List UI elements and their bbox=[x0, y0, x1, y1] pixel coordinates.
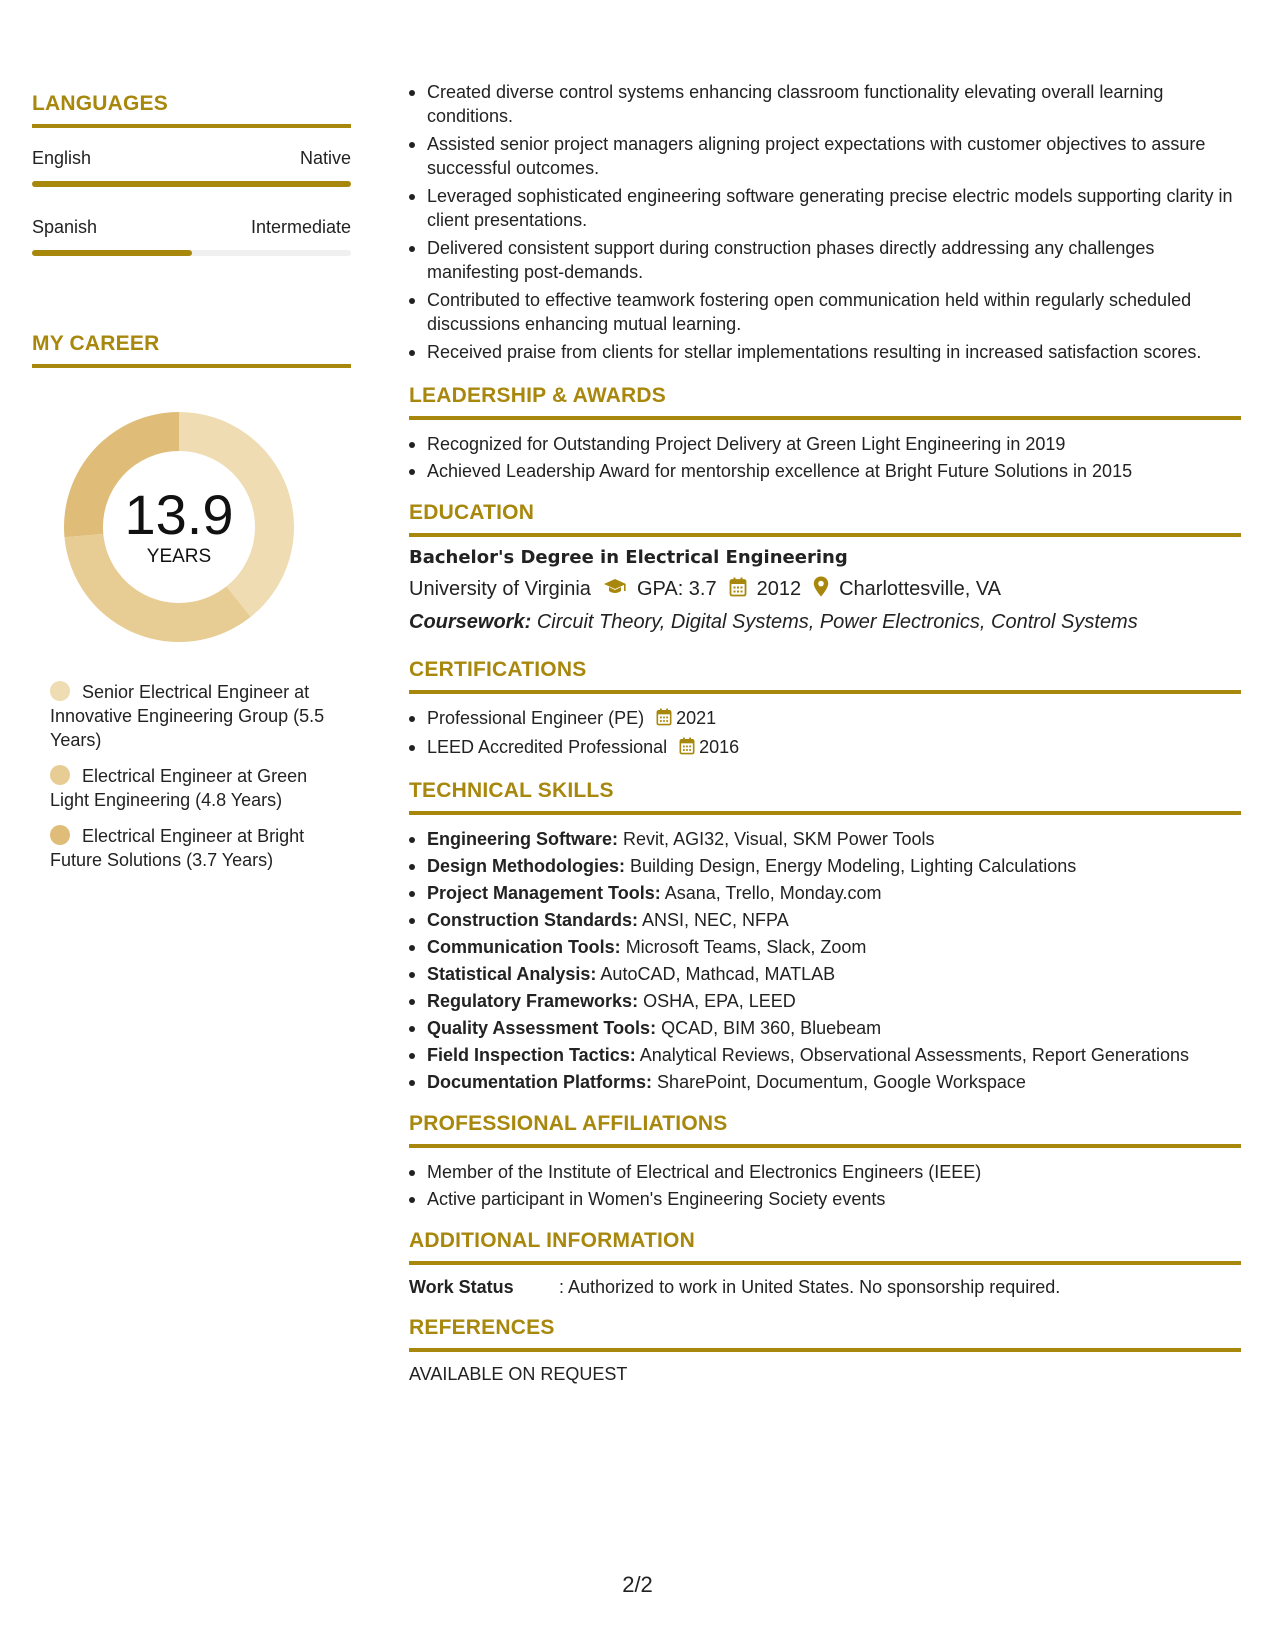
education-gpa: GPA: 3.7 bbox=[636, 578, 717, 600]
career-donut-chart bbox=[64, 412, 294, 642]
section-divider bbox=[409, 690, 1241, 694]
skill-label: Project Management Tools: bbox=[427, 883, 661, 903]
language-name: Spanish bbox=[32, 217, 98, 237]
section-divider bbox=[409, 1348, 1241, 1352]
career-total-unit: YEARS bbox=[146, 546, 212, 567]
skill-label: Field Inspection Tactics: bbox=[427, 1045, 636, 1065]
list-item: Recognized for Outstanding Project Delivery at Green Light Engineering in 2019 bbox=[409, 432, 1241, 456]
skill-value: AutoCAD, Mathcad, MATLAB bbox=[600, 964, 836, 984]
legend-label: Electrical Engineer at Bright Future Solutions (3.7 Years) bbox=[50, 826, 305, 870]
education-degree: Bachelor's Degree in Electrical Engineering bbox=[409, 547, 848, 568]
legend-dot bbox=[50, 825, 70, 845]
references-section bbox=[409, 1316, 1241, 1385]
skill-value: Building Design, Energy Modeling, Lighting Calculations bbox=[630, 856, 1077, 876]
section-title: ADDITIONAL INFORMATION bbox=[409, 1229, 695, 1252]
legend-item bbox=[50, 824, 350, 872]
calendar-icon bbox=[729, 577, 747, 603]
list-item bbox=[409, 908, 1241, 932]
skill-value: QCAD, BIM 360, Bluebeam bbox=[661, 1018, 882, 1038]
list-item bbox=[409, 935, 1241, 959]
section-title: TECHNICAL SKILLS bbox=[409, 779, 614, 802]
skill-label: Regulatory Frameworks: bbox=[427, 991, 639, 1011]
affiliations-section bbox=[409, 1112, 1241, 1211]
section-title: CERTIFICATIONS bbox=[409, 658, 587, 681]
language-row bbox=[32, 148, 351, 169]
list-item: Contributed to effective teamwork fostering open communication held within regularly scheduled discussions enhancing mutual learning. bbox=[409, 288, 1241, 336]
language-bar-fill bbox=[32, 250, 192, 256]
graduation-cap-icon bbox=[603, 578, 627, 602]
list-item: Leveraged sophisticated engineering software generating precise electric models supporting clarity in client presentations. bbox=[409, 184, 1241, 232]
section-divider bbox=[409, 811, 1241, 815]
skill-value: Microsoft Teams, Slack, Zoom bbox=[625, 937, 867, 957]
legend-dot bbox=[50, 765, 70, 785]
references-text: AVAILABLE ON REQUEST bbox=[409, 1364, 628, 1384]
certification-year: 2021 bbox=[676, 708, 717, 728]
coursework-value: Circuit Theory, Digital Systems, Power Electronics, Control Systems bbox=[536, 611, 1138, 633]
list-item: Received praise from clients for stellar implementations resulting in increased satisfaction scores. bbox=[409, 340, 1241, 364]
language-bar bbox=[32, 181, 351, 187]
list-item bbox=[409, 962, 1241, 986]
certifications-section bbox=[409, 658, 1241, 761]
map-pin-icon bbox=[813, 576, 829, 603]
languages-section bbox=[32, 92, 351, 256]
skill-label: Engineering Software: bbox=[427, 829, 619, 849]
legend-dot bbox=[50, 681, 70, 701]
language-bar-fill bbox=[32, 181, 351, 187]
skill-value: Analytical Reviews, Observational Assessments, Report Generations bbox=[639, 1045, 1189, 1065]
info-value: : Authorized to work in United States. No sponsorship required. bbox=[559, 1277, 1061, 1297]
legend-item bbox=[50, 764, 350, 812]
section-title: REFERENCES bbox=[409, 1316, 555, 1339]
section-title: LANGUAGES bbox=[32, 92, 168, 115]
language-name: English bbox=[32, 148, 92, 168]
language-level: Intermediate bbox=[250, 217, 351, 237]
list-item: Member of the Institute of Electrical and Electronics Engineers (IEEE) bbox=[409, 1160, 1241, 1184]
section-title: EDUCATION bbox=[409, 501, 535, 524]
skill-label: Quality Assessment Tools: bbox=[427, 1018, 657, 1038]
list-item bbox=[409, 1070, 1241, 1094]
awards-list bbox=[409, 432, 1241, 483]
certification-name: Professional Engineer (PE) bbox=[427, 708, 645, 728]
list-item: Assisted senior project managers aligning project expectations with customer objectives to assure successful outcomes. bbox=[409, 132, 1241, 180]
education-year: 2012 bbox=[756, 578, 802, 600]
career-total-years: 13.9 bbox=[124, 483, 234, 546]
list-item bbox=[409, 854, 1241, 878]
skills-list bbox=[409, 827, 1241, 1094]
skill-label: Documentation Platforms: bbox=[427, 1072, 653, 1092]
list-item: Achieved Leadership Award for mentorship excellence at Bright Future Solutions in 2015 bbox=[409, 459, 1241, 483]
section-divider bbox=[409, 1144, 1241, 1148]
additional-info-section bbox=[409, 1229, 1241, 1298]
language-row bbox=[32, 217, 351, 238]
awards-section bbox=[409, 384, 1241, 483]
education-details bbox=[409, 576, 1241, 603]
info-row bbox=[409, 1277, 1241, 1298]
language-bar bbox=[32, 250, 351, 256]
section-divider bbox=[32, 364, 351, 368]
certification-year: 2016 bbox=[699, 737, 740, 757]
list-item bbox=[409, 827, 1241, 851]
sidebar bbox=[32, 92, 351, 884]
skill-value: Revit, AGI32, Visual, SKM Power Tools bbox=[623, 829, 935, 849]
education-school: University of Virginia bbox=[409, 578, 591, 600]
experience-bullets bbox=[409, 80, 1241, 364]
skills-section bbox=[409, 779, 1241, 1094]
legend-label: Electrical Engineer at Green Light Engineering (4.8 Years) bbox=[50, 766, 308, 810]
legend-item bbox=[50, 680, 350, 752]
education-location: Charlottesville, VA bbox=[839, 578, 1002, 600]
list-item bbox=[409, 881, 1241, 905]
list-item bbox=[409, 735, 1241, 761]
section-divider bbox=[409, 1261, 1241, 1265]
section-divider bbox=[409, 416, 1241, 420]
section-title: MY CAREER bbox=[32, 332, 160, 355]
section-title: LEADERSHIP & AWARDS bbox=[409, 384, 666, 407]
calendar-icon bbox=[679, 737, 695, 761]
skill-value: ANSI, NEC, NFPA bbox=[642, 910, 789, 930]
skill-label: Design Methodologies: bbox=[427, 856, 625, 876]
affiliations-list bbox=[409, 1160, 1241, 1211]
education-coursework bbox=[409, 611, 1241, 634]
calendar-icon bbox=[656, 708, 672, 732]
page-number: 2/2 bbox=[622, 1572, 653, 1597]
main-content bbox=[409, 80, 1241, 1385]
education-section bbox=[409, 501, 1241, 634]
career-section bbox=[32, 332, 351, 872]
skill-label: Communication Tools: bbox=[427, 937, 621, 957]
list-item bbox=[409, 1016, 1241, 1040]
list-item: Created diverse control systems enhancing classroom functionality elevating overall learning conditions. bbox=[409, 80, 1241, 128]
certifications-list bbox=[409, 706, 1241, 761]
skill-label: Construction Standards: bbox=[427, 910, 639, 930]
list-item bbox=[409, 1043, 1241, 1067]
donut-center bbox=[64, 412, 294, 642]
language-level: Native bbox=[299, 148, 351, 168]
info-key: Work Status bbox=[409, 1277, 514, 1297]
section-divider bbox=[409, 533, 1241, 537]
section-title: PROFESSIONAL AFFILIATIONS bbox=[409, 1112, 728, 1135]
skill-value: Asana, Trello, Monday.com bbox=[664, 883, 882, 903]
career-legend bbox=[50, 680, 351, 872]
skill-label: Statistical Analysis: bbox=[427, 964, 597, 984]
legend-label: Senior Electrical Engineer at Innovative Engineering Group (5.5 Years) bbox=[50, 682, 325, 750]
list-item bbox=[409, 989, 1241, 1013]
section-divider bbox=[32, 124, 351, 128]
list-item: Delivered consistent support during construction phases directly addressing any challenges manifesting post-demands. bbox=[409, 236, 1241, 284]
list-item bbox=[409, 706, 1241, 732]
list-item: Active participant in Women's Engineering Society events bbox=[409, 1187, 1241, 1211]
skill-value: OSHA, EPA, LEED bbox=[643, 991, 796, 1011]
coursework-label: Coursework: bbox=[409, 611, 532, 633]
skill-value: SharePoint, Documentum, Google Workspace bbox=[657, 1072, 1026, 1092]
certification-name: LEED Accredited Professional bbox=[427, 737, 668, 757]
